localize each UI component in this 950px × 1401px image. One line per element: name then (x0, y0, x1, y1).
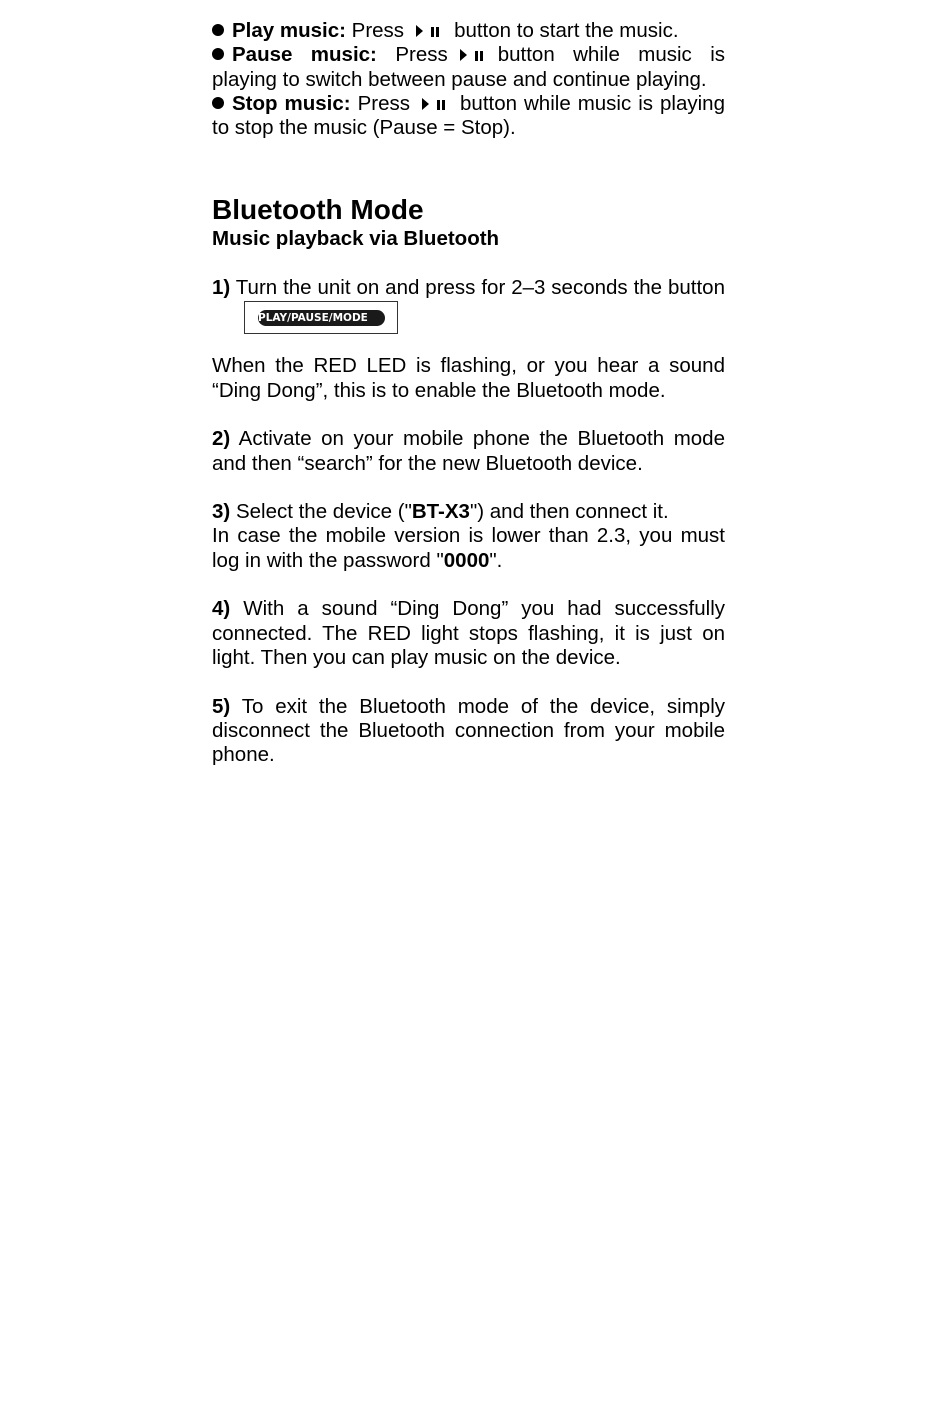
section-subtitle: Music playback via Bluetooth (212, 227, 500, 251)
bullet-dot-icon (212, 48, 224, 60)
manual-page (212, 19, 725, 767)
step-1 (212, 276, 725, 334)
note-text: ". (489, 548, 503, 572)
step-2 (212, 427, 725, 476)
button-label: PLAY/PAUSE/MODE (258, 310, 385, 326)
bullet-label: Pause music: (232, 43, 377, 67)
step-number: 1) (212, 276, 231, 300)
step-1-note: When the RED LED is flashing, or you hear a sound “Ding Dong”, this is to enable the Bluetooth mode. (212, 354, 725, 402)
step-3 (212, 500, 725, 524)
play-pause-mode-button (244, 301, 398, 334)
step-number: 3) (212, 500, 231, 524)
step-text: With a sound “Ding Dong” you had successfully connected. The RED light stops flashing, it is just on light. Then you can play music on the device. (212, 597, 725, 669)
step-text: To exit the Bluetooth mode of the device, simply disconnect the Bluetooth connection from your mobile phone. (212, 694, 725, 767)
bullet-dot-icon (212, 97, 224, 109)
bullet-pre: Press (357, 91, 411, 115)
play-pause-icon (416, 24, 440, 38)
bullet-dot-icon (212, 24, 224, 36)
step-4 (212, 597, 725, 670)
step-number: 5) (212, 694, 231, 718)
bullet-post: button while music is playing to switch between pause and continue playing. (212, 43, 726, 91)
step-text: ") and then connect it. (469, 500, 669, 524)
step-text: Activate on your mobile phone the Bluetooth mode and then “search” for the new Bluetooth device. (212, 427, 725, 475)
step-text: Turn the unit on and press for 2–3 seconds the button (235, 276, 725, 300)
step-text: Select the device (" (235, 500, 412, 524)
bullet-play-music (212, 19, 725, 43)
bullet-post: button to start the music. (454, 19, 679, 42)
device-name: BT-X3 (411, 500, 470, 524)
bullet-pre: Press (351, 19, 405, 42)
step-number: 2) (212, 427, 231, 451)
section-title: Bluetooth Mode (212, 194, 424, 226)
password: 0000 (443, 548, 490, 572)
bullet-post: button while music is playing to stop the music (Pause = Stop). (212, 91, 725, 140)
play-pause-icon (460, 48, 484, 62)
play-pause-icon (422, 97, 446, 111)
step-3-note (212, 524, 725, 573)
bullet-stop-music (212, 92, 725, 141)
bullet-pause-music (212, 43, 725, 92)
bullet-pre: Press (395, 43, 448, 67)
bullet-label: Stop music: (232, 91, 351, 115)
step-5 (212, 695, 725, 768)
step-number: 4) (212, 597, 231, 621)
bullet-label: Play music: (232, 19, 346, 42)
note-text: In case the mobile version is lower than 2.3, you must log in with the password " (212, 524, 725, 572)
